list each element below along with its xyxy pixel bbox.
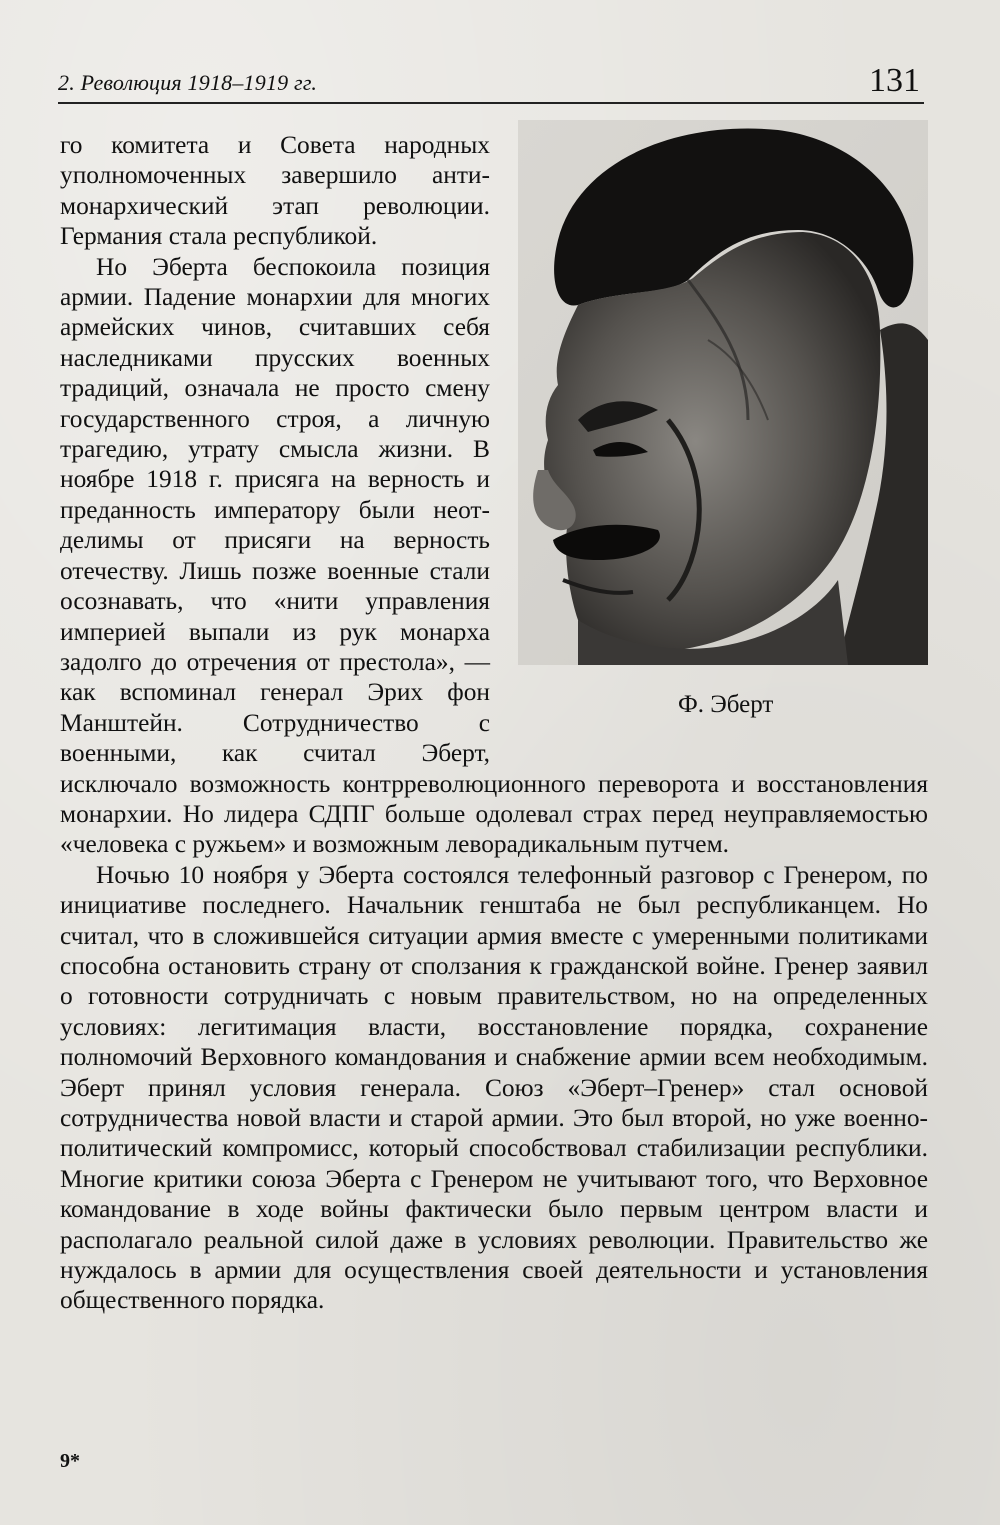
figure-caption: Ф. Эберт xyxy=(678,691,774,718)
body-text xyxy=(60,130,928,1316)
paragraph-3: Ночью 10 ноября у Эберта состоялся телефонный разговор с Гренером, по инициативе последнего. Начальник генштаба не был республиканцем. Но считал, что в сложившейся ситуации армия вместе с умеренными политиками способна остановить страну от сползания к гражданской войне. Гренер заявил о готовности сотрудничать с новым правительством, но на определенных условиях: легитимация власти, восстановление порядка, сохранение полномочий Верховного командования и снабжение армии всем необходимым. Эберт принял условия генерала. Союз «Эберт–Гренер» стал основой сотрудничества новой власти и старой армии. Это был второй, но уже военно-политический компромисс, который способствовал стабилизации республики. Многие критики союза Эберта с Гренером не учитывают того, что Верховное командование в ходе войны фактически было первым центром власти и располагало реальной силой даже в условиях революции. Правительство же нуждалось в армии для осуществления своей деятельности и установления общественного порядка. xyxy=(60,860,928,1315)
paragraph-2: Но Эберта беспокоила позиция армии. Падение монархии для многих армейских чинов, считавших себя наследниками прусских военных традиций, означала не просто смену государственного строя, а личную трагедию, утрату смысла жизни. В ноябре 1918 г. присяга на верность и преданность императору были неотделимы от присяги на верность отечеству. Лишь позже военные стали осознавать, что «нити управления империей выпали из рук монарха задолго до отречения от престола», — как вспоминал генерал Эрих фон Манштейн. Сотрудничество с военными, как считал Эберт, исключало возможность контрреволюционного переворота и восстановления монархии. Но лидера СДПГ больше одолевал страх перед неуправляемостью «человека с ружьем» и возможным леворадикальным путчем. xyxy=(60,252,928,859)
paragraph-1: го комитета и Совета народных уполномоченных завершило антимонархический этап революции. Германия стала республикой. xyxy=(60,131,490,251)
running-header xyxy=(58,62,924,104)
signature-mark: 9* xyxy=(60,1450,80,1472)
page-number: 131 xyxy=(869,62,920,99)
chapter-title: 2. Революция 1918–1919 гг. xyxy=(58,70,318,95)
portrait-figure xyxy=(508,130,928,740)
portrait-image xyxy=(518,120,928,665)
